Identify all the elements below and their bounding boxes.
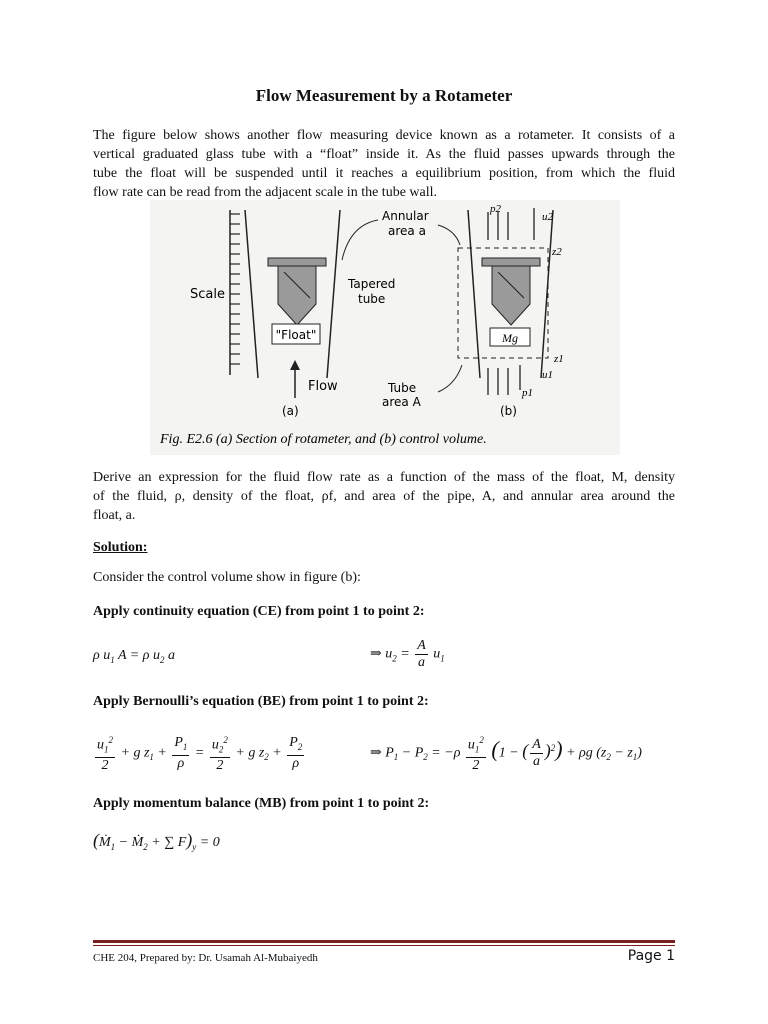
question-line: of the fluid, ρ, density of the float, ρf, and area of the pipe, A, and annular area around the <box>93 489 675 504</box>
continuity-result: ⇒ $u_2$ = $\frac{A}{a}$ $u_1$ <box>370 638 445 670</box>
page-title: Flow Measurement by a Rotameter <box>255 86 513 105</box>
z2-label: z2 <box>552 246 562 258</box>
footer-rule-thin <box>93 945 675 946</box>
p1-label: p1 <box>522 387 533 399</box>
page-number: Page 1 <box>627 948 675 964</box>
question-paragraph <box>93 468 675 525</box>
question-line: Derive an expression for the fluid flow rate as a function of the mass of the float, M, density <box>93 470 675 485</box>
continuity-equation: ρ $u_1$ A = ρ $u_2$ a <box>93 648 175 665</box>
u1-label: u1 <box>542 369 553 381</box>
tube-area-label-2: area A <box>382 395 421 409</box>
p2-label: p2 <box>490 203 501 215</box>
u2-label: u2 <box>542 211 553 223</box>
figure-caption: Fig. E2.6 (a) Section of rotameter, and (b) control volume. <box>160 432 487 447</box>
rotameter-figure <box>150 200 620 455</box>
mg-label: Mg <box>502 331 518 345</box>
sub-caption-a: (a) <box>282 404 299 418</box>
annular-label: Annular <box>382 209 429 223</box>
solution-heading: Solution: <box>93 540 148 555</box>
intro-line: vertical graduated glass tube with a “float” inside it. As the fluid passes upwards through the <box>93 147 675 162</box>
intro-line: The figure below shows another flow measuring device known as a rotameter. It consists of a <box>93 128 675 143</box>
footer-credit: CHE 204, Prepared by: Dr. Usamah Al-Mubaiyedh <box>93 952 318 964</box>
sub-caption-b: (b) <box>500 404 517 418</box>
intro-paragraph <box>93 126 675 202</box>
ce-heading: Apply continuity equation (CE) from point 1 to point 2: <box>93 604 425 619</box>
be-heading: Apply Bernoulli’s equation (BE) from point 1 to point 2: <box>93 694 429 709</box>
intro-line: flow rate can be read from the adjacent scale in the tube wall. <box>93 185 438 200</box>
question-line: float, a. <box>93 508 136 523</box>
flow-label: Flow <box>308 379 338 394</box>
tube-area-label: Tube <box>388 381 417 395</box>
z1-label: z1 <box>554 353 564 365</box>
momentum-equation: (Ṁ$_1$ − Ṁ$_2$ + ∑ $F)_y = 0$ <box>93 830 220 852</box>
tapered-label-2: tube <box>358 292 386 306</box>
tapered-label: Tapered <box>348 277 396 291</box>
consider-text: Consider the control volume show in figure (b): <box>93 570 361 585</box>
intro-line: tube the float will be suspended until it reaches a equilibrium position, from which the fluid <box>93 166 675 181</box>
bernoulli-equation: $\frac{u_1^2}{2}$ + g $z_1$ + $\frac{P_1}{\rho}$ = $\frac{u_2^2}{2}$ + g $z_2$ + $\frac{P_2}{\rho}$ <box>93 732 306 774</box>
bernoulli-result: ⇒ $P_1 - P_2 = -\rho$ $\frac{u_1^2}{2}$ (1 − ( $\frac{A}{a}$ )$^2$) + ρg $(z_2 - z_1)$ <box>370 732 642 774</box>
annular-label-2: area a <box>388 224 426 238</box>
mb-heading: Apply momentum balance (MB) from point 1 to point 2: <box>93 796 430 811</box>
scale-label: Scale <box>190 287 225 302</box>
float-label: "Float" <box>275 328 317 342</box>
footer-rule <box>93 940 675 943</box>
